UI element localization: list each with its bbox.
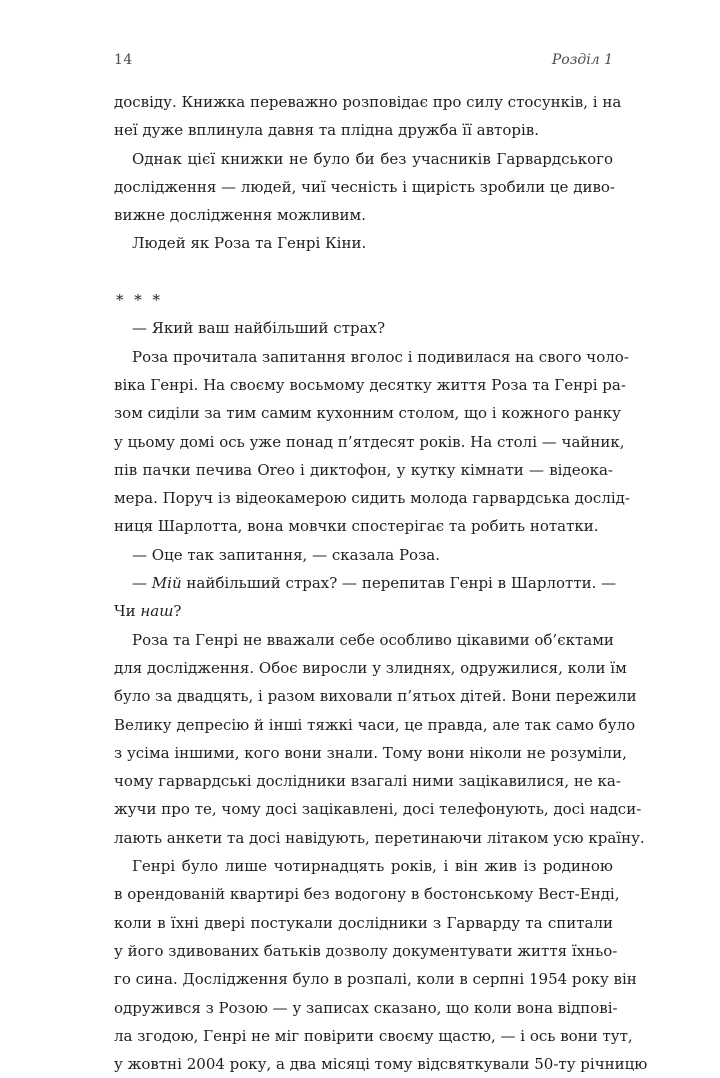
text-line: для дослідження. Обоє виросли у злиднях, одружилися, коли їм: [114, 658, 627, 677]
paragraph-start: Роза та Генрі не вважали себе особливо цікавими об’єктами: [132, 630, 614, 649]
text-line: неї дуже вплинула давня та плідна дружба її авторів.: [114, 121, 540, 140]
paragraph-start: Людей як Роза та Генрі Кіни.: [132, 234, 367, 253]
text-line: дослідження — людей, чиї чесність і щирість зробили це диво-: [114, 177, 615, 196]
text-line: віка Генрі. На своєму восьмому десятку життя Роза та Генрі ра-: [114, 375, 626, 394]
text-fragment: ?: [173, 602, 182, 621]
running-header: [114, 52, 613, 74]
text-line: було за двадцять, і разом виховали п’ятьох дітей. Вони пережили: [114, 687, 637, 706]
text-line: ла згодою, Генрі не міг повірити своєму щастю, — і ось вони тут,: [114, 1026, 633, 1045]
text-line: Велику депресію й інші тяжкі часи, це правда, але так само було: [114, 715, 636, 734]
page-number: 14: [114, 52, 133, 68]
paragraph-start: Роза прочитала запитання вголос і подивилася на свого чоло-: [132, 347, 629, 366]
emphasis: наш: [140, 602, 174, 621]
text-line: вижне дослідження можливим.: [114, 206, 366, 225]
text-line: лають анкети та досі навідують, перетинаючи літаком усю країну.: [114, 828, 645, 847]
text-line: го сина. Дослідження було в розпалі, коли в серпні 1954 року він: [114, 970, 637, 989]
text-line: пів пачки печива Oreo і диктофон, у кутку кімнати — відеока-: [114, 460, 613, 479]
text-fragment: Чи: [114, 602, 141, 621]
text-line: чому гарвардські дослідники взагалі ними зацікавилися, не ка-: [114, 772, 621, 791]
dialogue-dash: —: [132, 574, 152, 593]
text-line: зом сиділи за тим самим кухонним столом, що і кожного ранку: [114, 404, 621, 423]
text-line: у жовтні 2004 року, а два місяці тому відсвяткували 50-ту річницю: [114, 1055, 648, 1074]
blank-line: [114, 258, 613, 286]
dialogue-line: [114, 569, 617, 597]
text-line: мера. Поруч із відеокамерою сидить молода гарвардська дослід-: [114, 489, 630, 508]
text-line: у його здивованих батьків дозволу документувати життя їхньо-: [114, 941, 618, 960]
section-separator: * * *: [116, 291, 164, 310]
text-line: досвіду. Книжка переважно розповідає про силу стосунків, і на: [114, 93, 622, 111]
text-line: у цьому домі ось уже понад п’ятдесят років. На столі — чайник,: [114, 432, 625, 451]
text-line: ниця Шарлотта, вона мовчки спостерігає та робить нотатки.: [114, 517, 599, 536]
text-line: одружився з Розою — у записах сказано, що коли вона відпові-: [114, 998, 618, 1017]
text-line: з усіма іншими, кого вони знали. Тому вони ніколи не розуміли,: [114, 743, 627, 762]
text-line: [114, 597, 613, 625]
text-line: коли в їхні двері постукали дослідники з Гарварду та спитали: [114, 913, 613, 932]
paragraph-start: Генрі було лише чотирнадцять років, і він жив із родиною: [132, 857, 613, 876]
dialogue-line: — Який ваш найбільший страх?: [132, 319, 386, 338]
text-line: жучи про те, чому досі зацікавлені, досі телефонують, досі надси-: [114, 800, 642, 819]
paragraph-start: Однак цієї книжки не було би без учасників Гарвардського: [132, 149, 613, 168]
text-line: в орендованій квартирі без водогону в бостонському Вест-Енді,: [114, 885, 620, 904]
page-body: [114, 88, 648, 1078]
chapter-title: Розділ 1: [551, 52, 613, 68]
dialogue-line: — Оце так запитання, — сказала Роза.: [132, 545, 440, 564]
emphasis: Мій: [151, 574, 182, 593]
dialogue-rest: найбільший страх? — перепитав Генрі в Шарлотти. —: [181, 574, 617, 593]
